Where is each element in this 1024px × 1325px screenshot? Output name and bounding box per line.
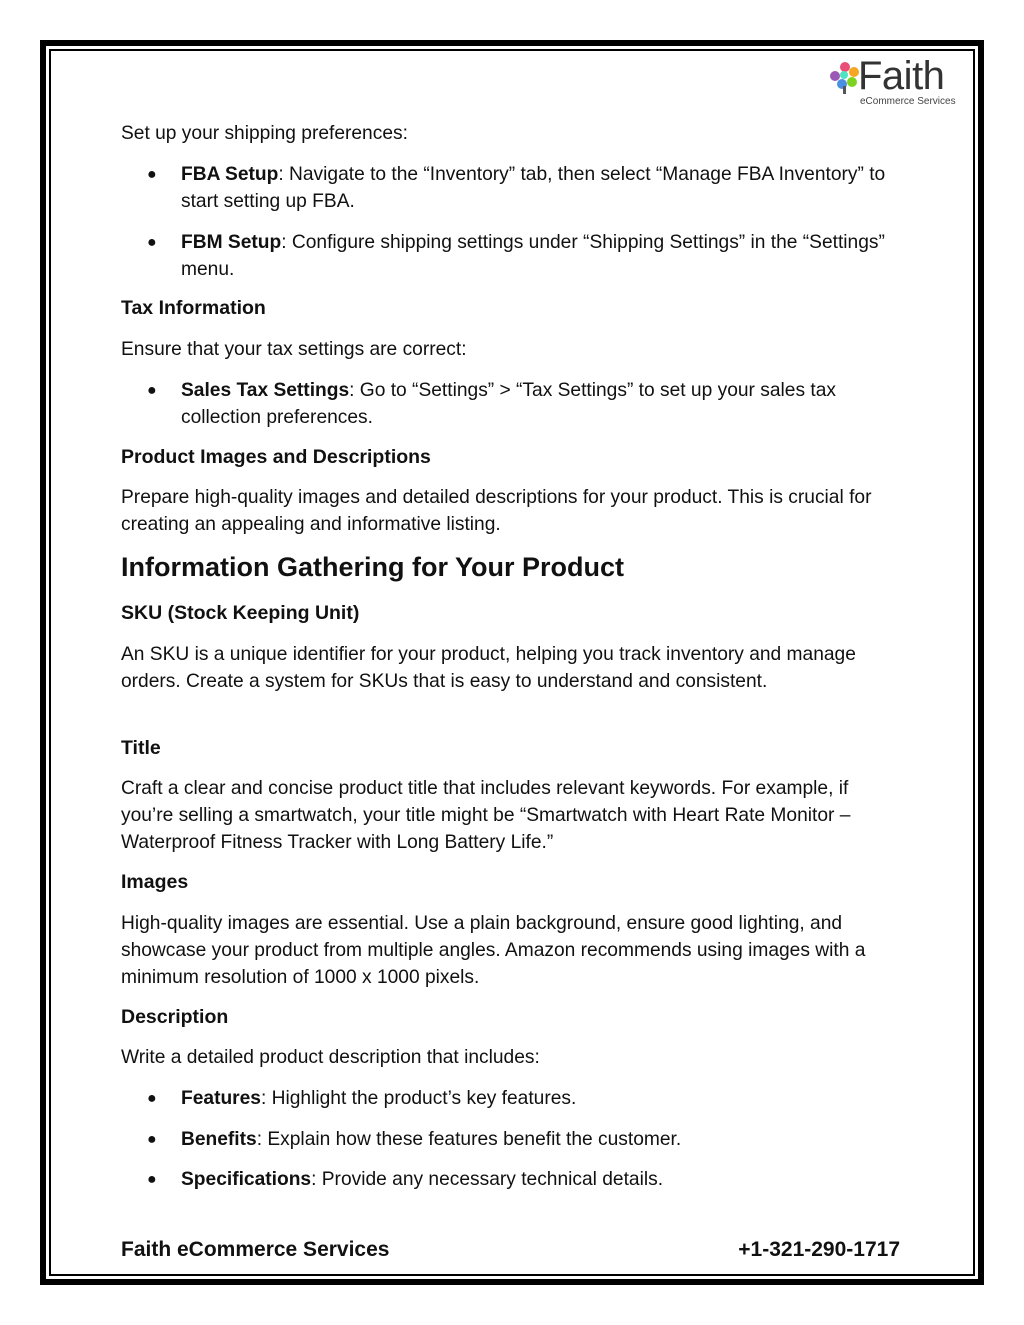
tax-intro: Ensure that your tax settings are correct: xyxy=(121,339,467,360)
bullet: ● xyxy=(147,1131,157,1148)
list-item xyxy=(147,1126,901,1153)
list-term: Features xyxy=(181,1088,261,1109)
list-item xyxy=(147,229,901,283)
bullet: ● xyxy=(147,1090,157,1107)
list-term: FBA Setup xyxy=(181,164,279,185)
list-text: : Provide any necessary technical details. xyxy=(311,1169,664,1190)
list-text: : Explain how these features benefit the customer. xyxy=(256,1129,682,1150)
footer-phone: +1-321-290-1717 xyxy=(738,1238,900,1261)
list-text: : Configure shipping settings under “Shipping Settings” in the “Settings” menu. xyxy=(181,232,885,280)
bullet: ● xyxy=(147,382,157,399)
section-heading-images-descriptions: Product Images and Descriptions xyxy=(121,446,431,468)
section-heading-sku: SKU (Stock Keeping Unit) xyxy=(121,602,360,624)
main-heading: Information Gathering for Your Product xyxy=(121,552,625,582)
images-text: High-quality images are essential. Use a plain background, ensure good lighting, and showcase your product from multiple angles. Amazon recommends using images with a minimum resolution of 1000 x 1000 pixels. xyxy=(121,913,866,988)
faith-logo xyxy=(830,54,960,108)
section-heading-tax: Tax Information xyxy=(121,297,266,319)
list-item xyxy=(147,1085,901,1112)
list-term: Sales Tax Settings xyxy=(181,380,350,401)
section-heading-description: Description xyxy=(121,1006,229,1028)
section-heading-title: Title xyxy=(121,737,161,759)
title-text: Craft a clear and concise product title that includes relevant keywords. For example, if you’re selling a smartwatch, your title might be “Smartwatch with Heart Rate Monitor – Waterproof Fitness Tracker with Long Battery Life.” xyxy=(121,778,851,853)
sku-text: An SKU is a unique identifier for your product, helping you track inventory and manage orders. Create a system for SKUs that is easy to understand and consistent. xyxy=(121,644,856,692)
logo-wordmark: Faith xyxy=(858,54,945,98)
list-text: : Navigate to the “Inventory” tab, then select “Manage FBA Inventory” to start setting up FBA. xyxy=(181,164,886,212)
images-descriptions-text: Prepare high-quality images and detailed descriptions for your product. This is crucial for creating an appealing and informative listing. xyxy=(121,487,872,535)
description-intro: Write a detailed product description that includes: xyxy=(121,1047,540,1068)
list-text: : Go to “Settings” > “Tax Settings” to set up your sales tax collection preferences. xyxy=(181,380,836,428)
list-item xyxy=(147,1166,901,1193)
flower-icon xyxy=(830,60,860,94)
section-heading-images: Images xyxy=(121,871,189,893)
list-term: FBM Setup xyxy=(181,232,282,253)
list-text: : Highlight the product’s key features. xyxy=(260,1088,577,1109)
bullet: ● xyxy=(147,166,157,183)
shipping-intro: Set up your shipping preferences: xyxy=(121,123,408,144)
page-footer xyxy=(121,1238,900,1262)
bullet: ● xyxy=(147,1171,157,1188)
logo-subtitle: eCommerce Services xyxy=(860,96,956,107)
list-term: Specifications xyxy=(181,1169,312,1190)
footer-company: Faith eCommerce Services xyxy=(121,1238,390,1261)
list-item xyxy=(147,161,901,215)
list-term: Benefits xyxy=(181,1129,257,1150)
bullet: ● xyxy=(147,234,157,251)
list-item xyxy=(147,377,901,431)
